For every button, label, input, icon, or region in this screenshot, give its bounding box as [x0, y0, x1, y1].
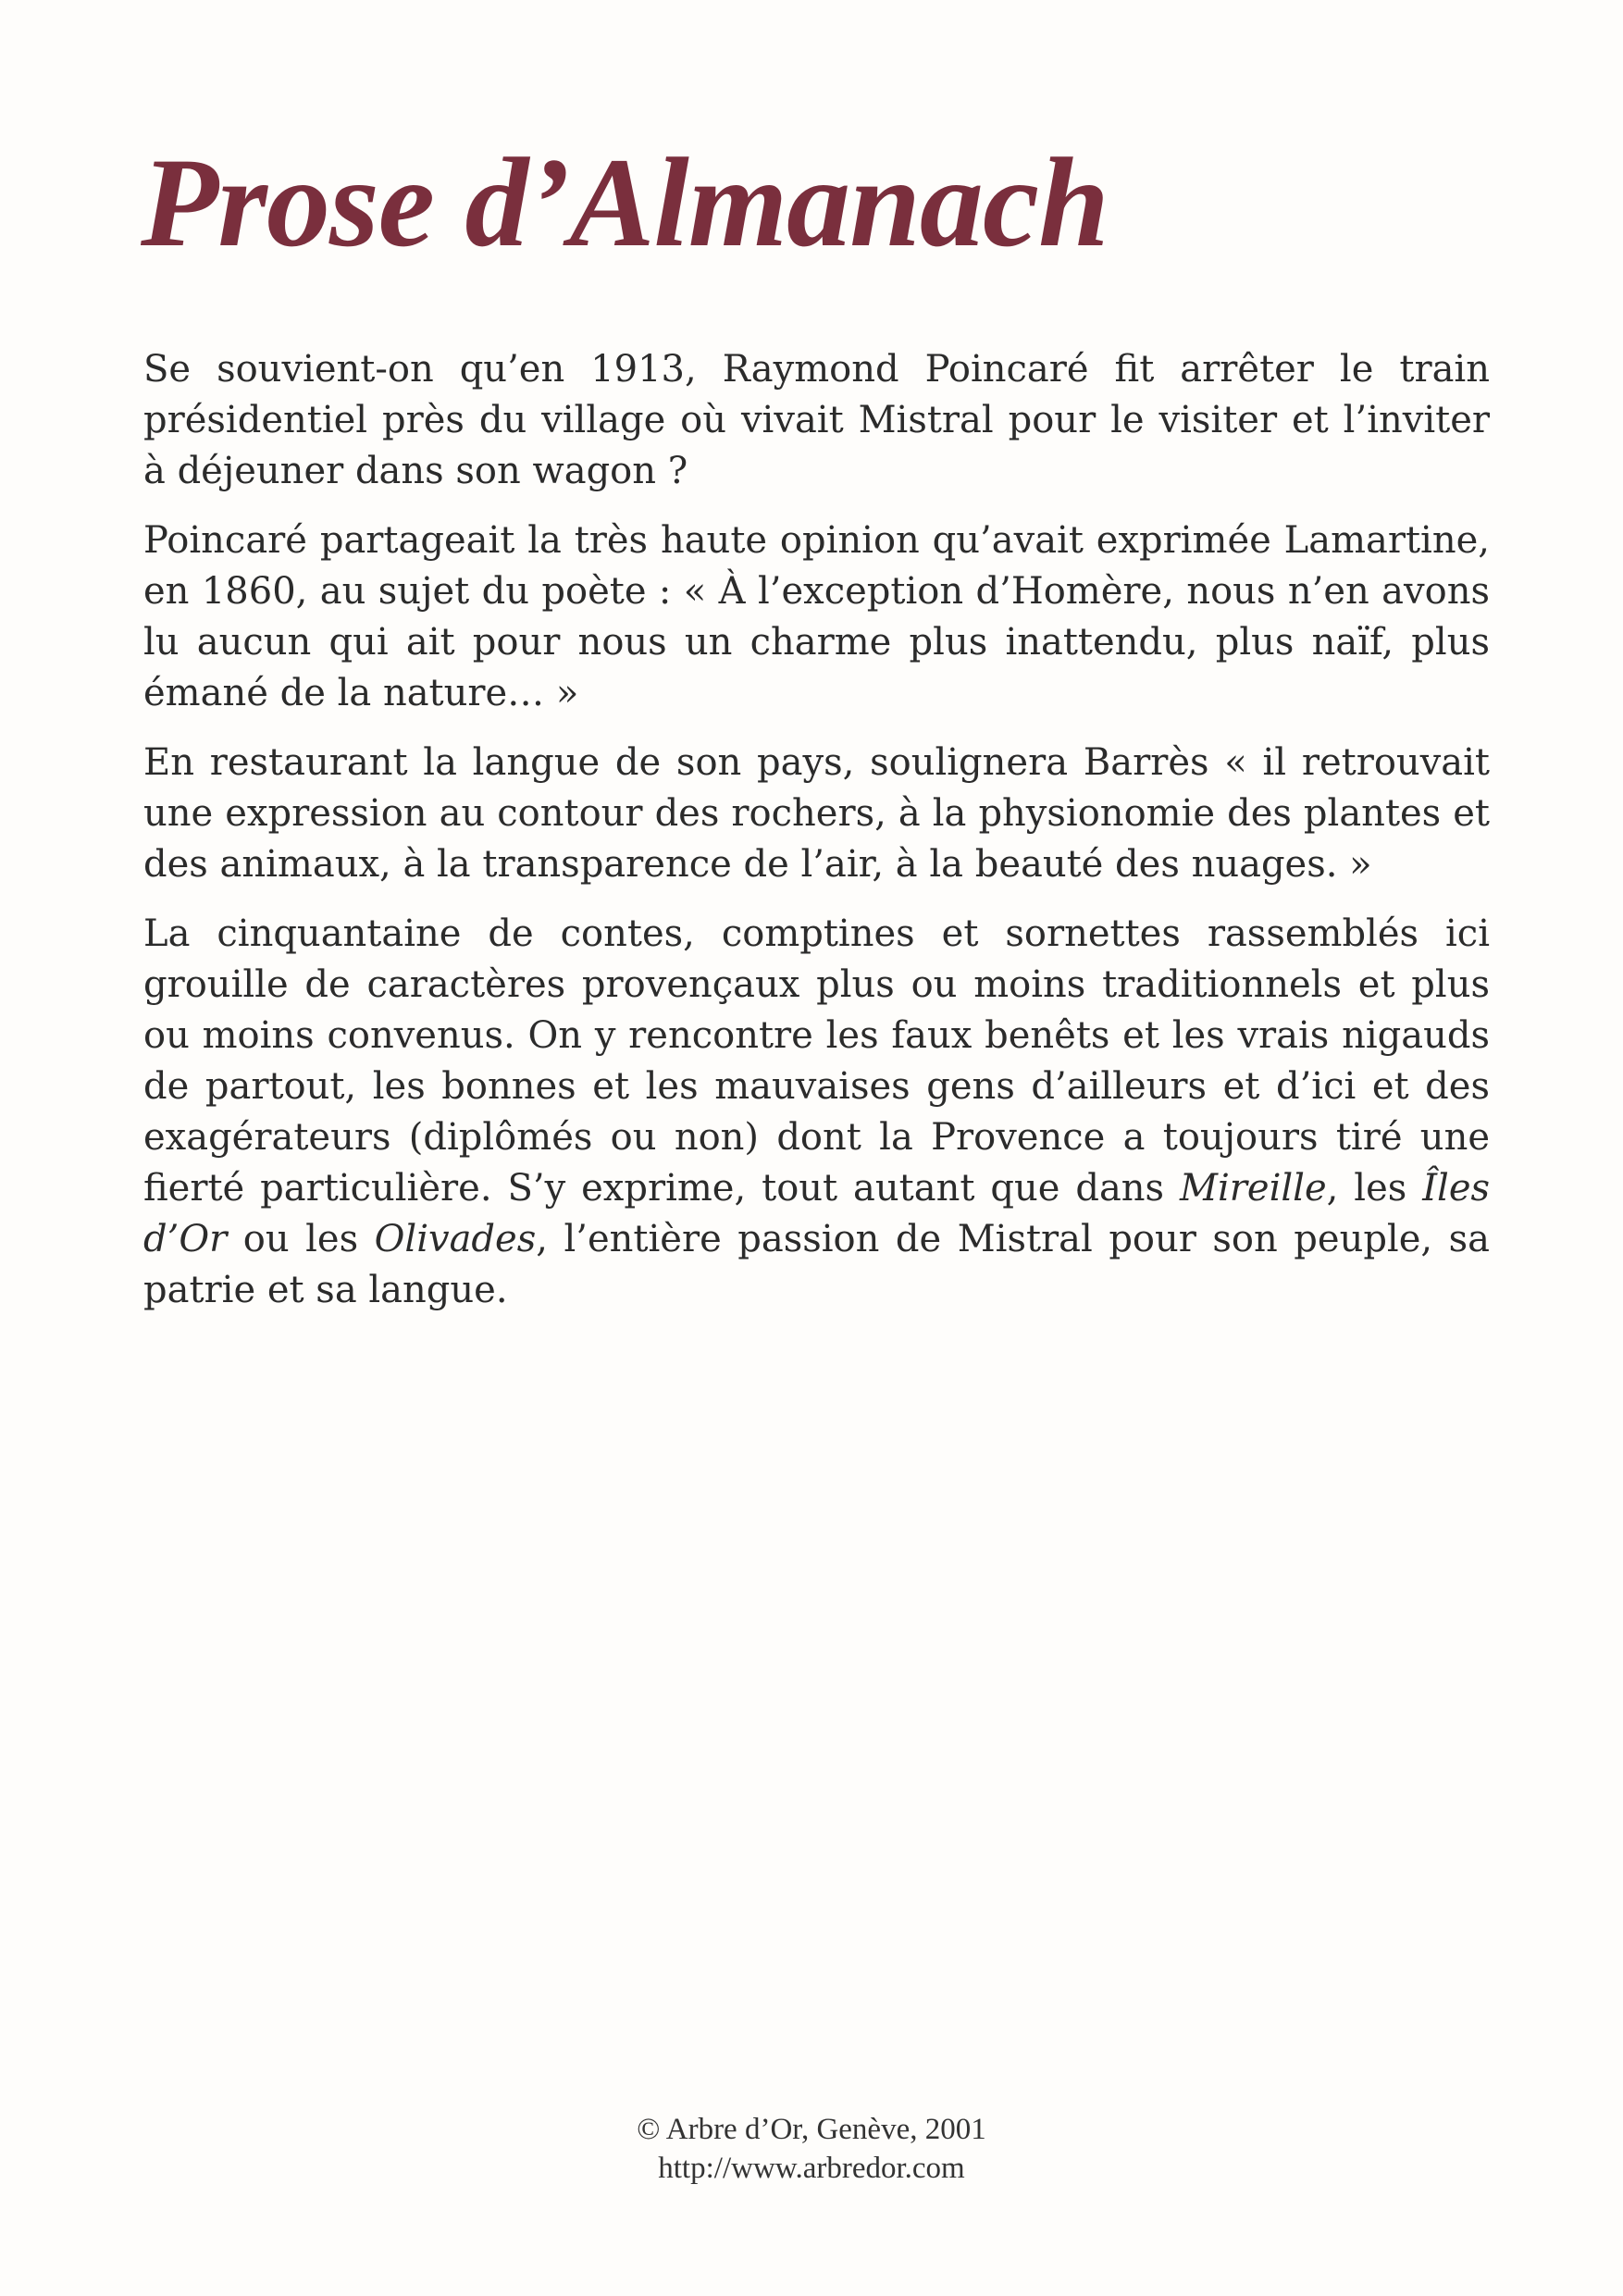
- paragraph-4-separator-1: , les: [1326, 1167, 1423, 1210]
- footer: [0, 2110, 1623, 2188]
- paragraph-4-separator-2: ou les: [227, 1218, 375, 1260]
- website-url: http://www.arbredor.com: [658, 2152, 965, 2185]
- paragraph-1: Se souvient-on qu’en 1913, Raymond Poincaré fit arrêter le train présidentiel près du village où vivait Mistral pour le visiter et l’inviter à déjeuner dans son wagon ?: [143, 348, 1490, 492]
- paragraph-3: En restaurant la langue de son pays, soulignera Barrès « il retrouvait une expression au contour des rochers, à la physionomie des plantes et des animaux, à la transparence de l’air, à la beauté des nuages. »: [143, 741, 1490, 886]
- paragraph-4: [143, 909, 1490, 1316]
- paragraph-4-text-start: La cinquantaine de contes, comptines et sornettes rassemblés ici grouille de caractères provençaux plus ou moins traditionnels et plus ou moins convenus. On y rencontre les faux benêts et les vrais nigauds de partout, les bonnes et les mauvaises gens d’ailleurs et d’ici et des exagérateurs (diplômés ou non) dont la Provence a toujours tiré une fierté particulière. S’y exprime, tout autant que dans: [143, 912, 1490, 1210]
- page-title: Prose d’Almanach: [141, 131, 1109, 273]
- paragraph-4-text-end: , l’entière passion de Mistral pour son peuple, sa patrie et sa langue.: [143, 1218, 1490, 1311]
- work-title-mireille: Mireille: [1180, 1167, 1327, 1210]
- work-title-olivades: Olivades: [374, 1218, 537, 1260]
- work-title-iles-d-or: Îles d’Or: [143, 1167, 1491, 1260]
- copyright-notice: © Arbre d’Or, Genève, 2001: [637, 2113, 986, 2146]
- paragraph-2: Poincaré partageait la très haute opinion qu’avait exprimée Lamartine, en 1860, au sujet du poète : « À l’exception d’Homère, nous n’en avons lu aucun qui ait pour nous un charme plus inattendu, plus naïf, plus émané de la nature… »: [143, 519, 1490, 714]
- body-text: [143, 344, 1490, 1334]
